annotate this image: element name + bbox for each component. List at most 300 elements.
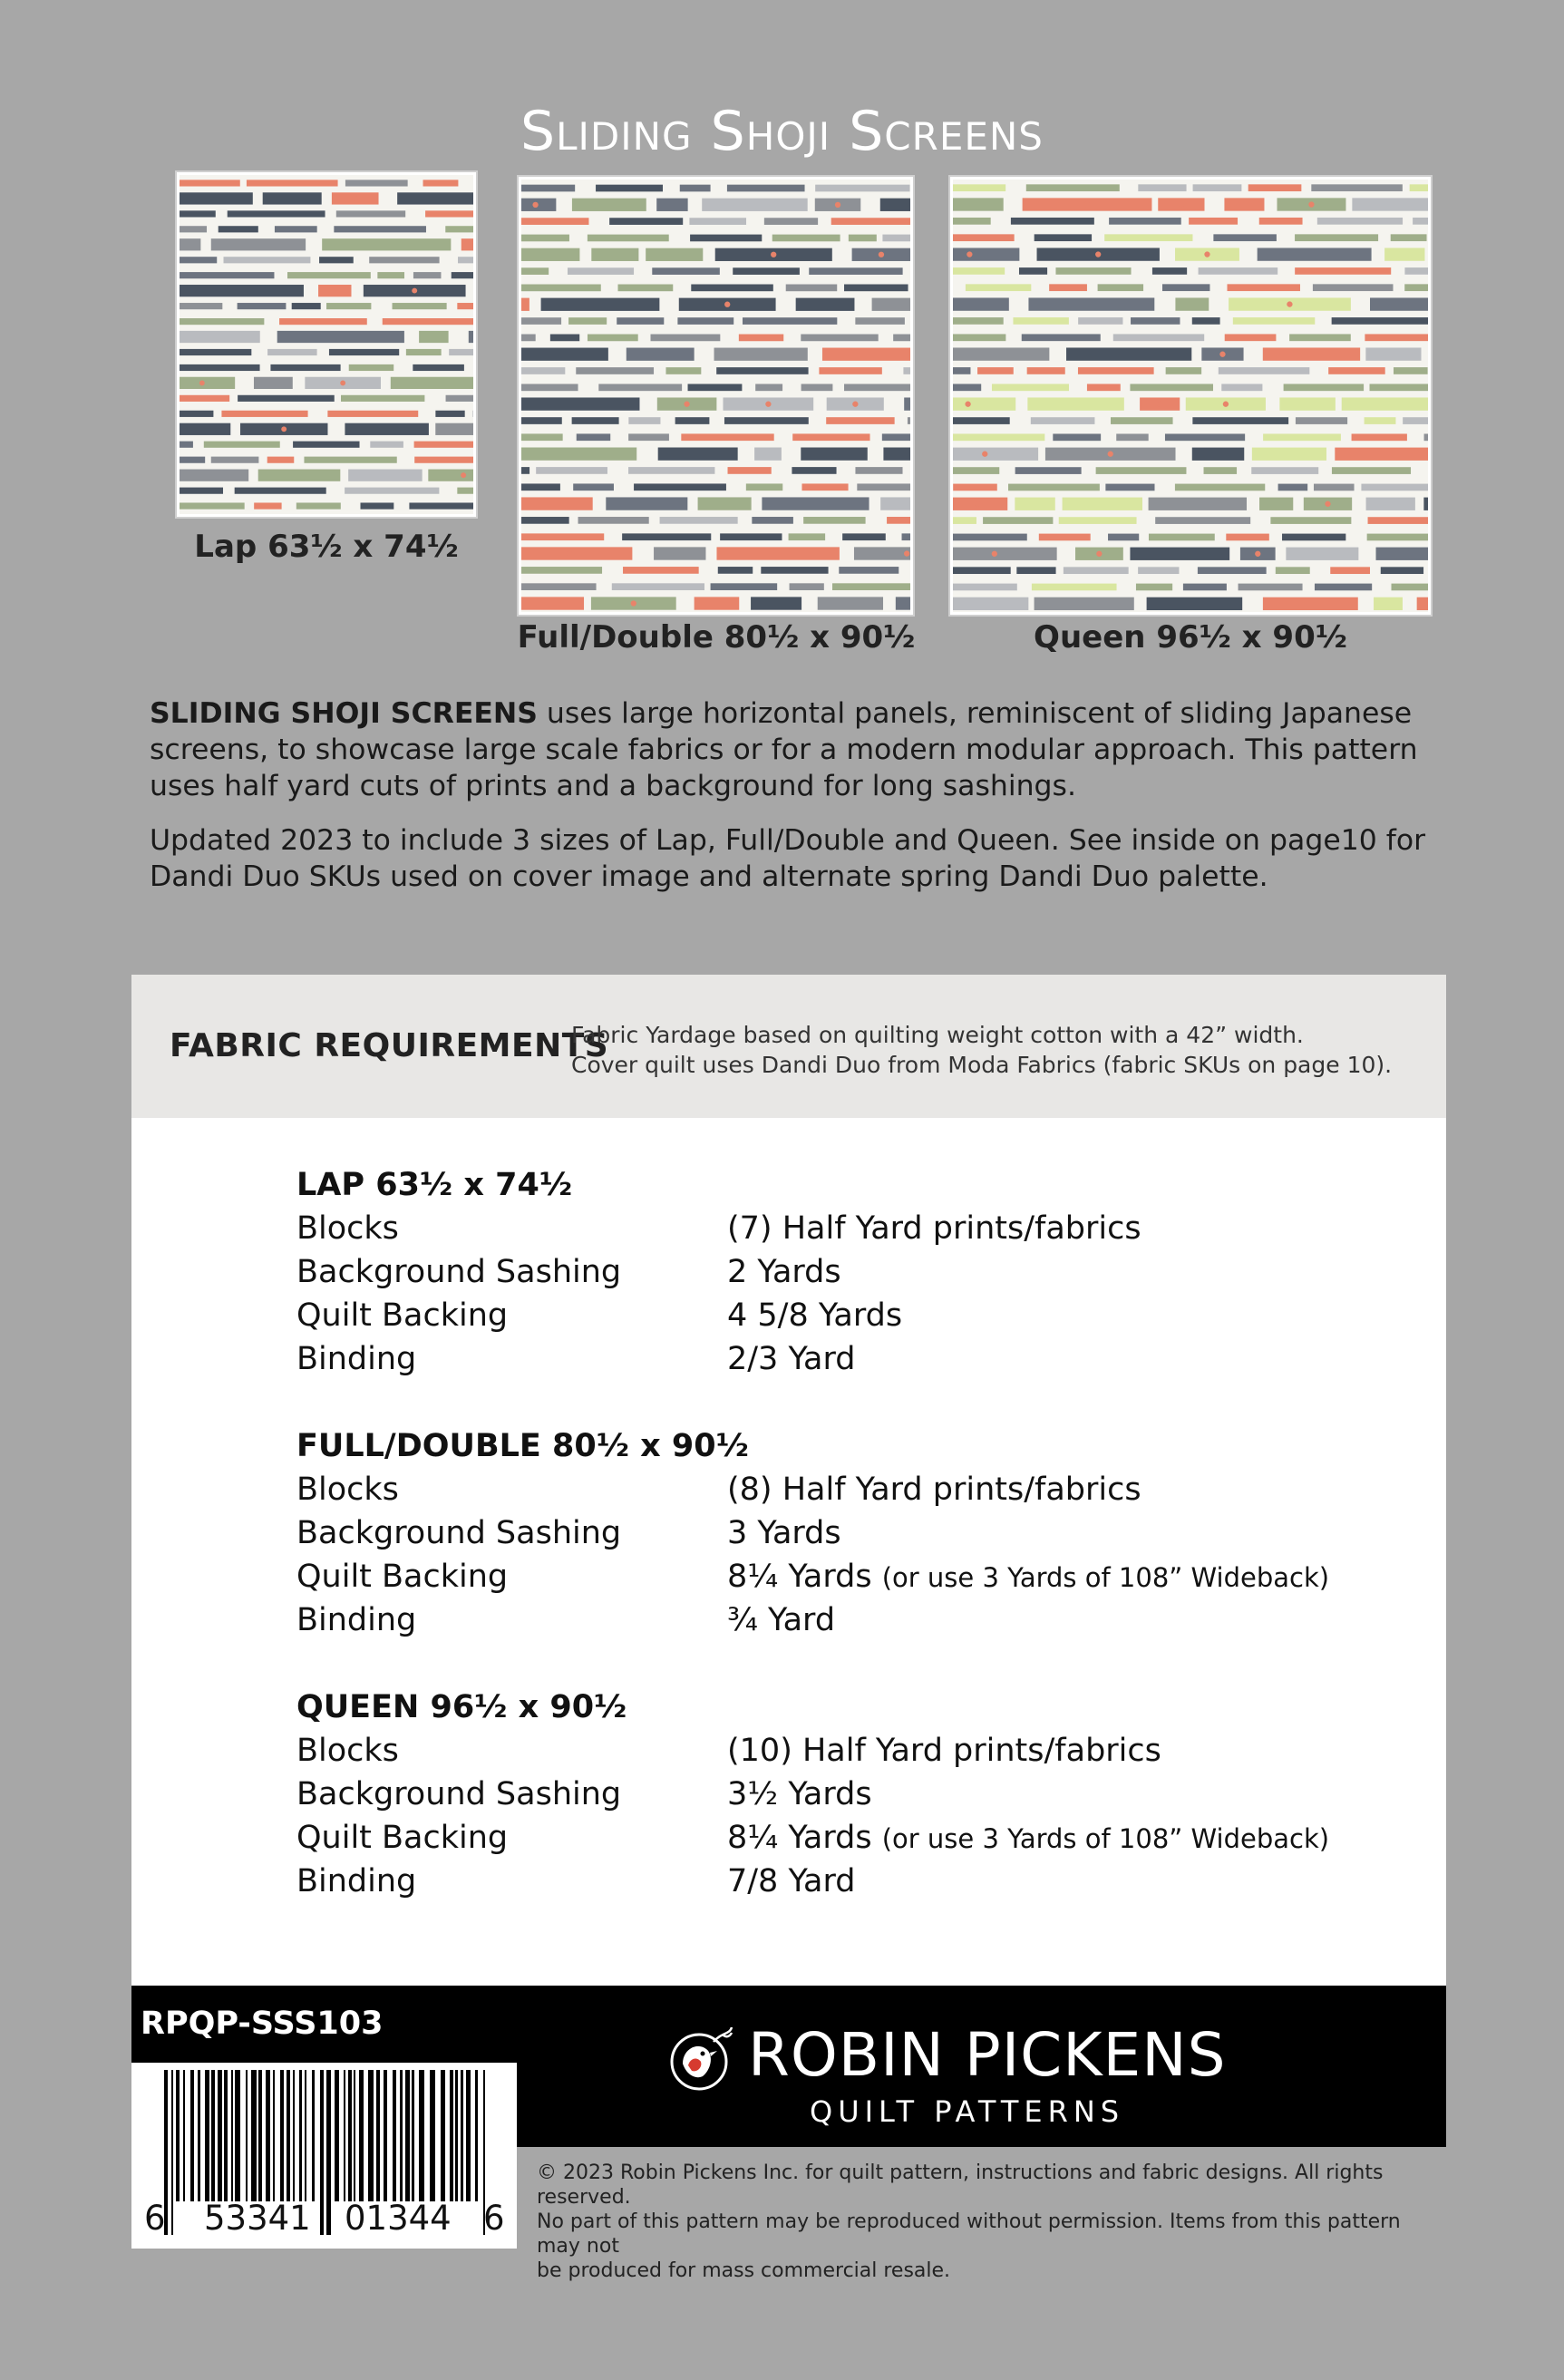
quilt-block	[1233, 317, 1315, 325]
quilt-block	[235, 488, 326, 494]
quilt-block	[618, 285, 674, 292]
quilt-block	[267, 457, 295, 463]
req-item: Binding	[296, 1863, 417, 1899]
quilt-block	[953, 567, 1011, 574]
quilt-block	[180, 285, 304, 296]
quilt-block	[452, 272, 473, 278]
quilt-block	[1189, 218, 1238, 225]
quilt-block	[1059, 517, 1137, 524]
quilt-block	[457, 303, 473, 309]
req-row	[296, 1555, 1384, 1598]
barcode-bar	[258, 2070, 262, 2201]
copyright-text	[537, 2161, 1443, 2283]
quilt-block	[1286, 548, 1358, 560]
quilt-block	[953, 347, 1049, 360]
size-title: FULL/DOUBLE 80½ x 90½	[296, 1428, 749, 1464]
quilt-block	[1028, 297, 1154, 310]
quilt-block	[1130, 548, 1229, 560]
quilt-block	[349, 364, 393, 371]
quilt-block	[622, 533, 711, 540]
quilt-block	[1224, 198, 1264, 210]
quilt-block	[801, 335, 878, 342]
quilt-block	[953, 484, 997, 491]
quilt-block	[688, 384, 743, 391]
quilt-block	[716, 367, 808, 374]
barcode-bar	[393, 2070, 396, 2201]
quilt-block	[819, 367, 881, 374]
quilt-block	[1064, 567, 1129, 574]
quilt-block	[435, 423, 473, 435]
barcode-bar	[348, 2070, 352, 2201]
quilt-block	[743, 317, 837, 325]
quilt-block	[1078, 317, 1122, 325]
barcode-digit-1: 6	[144, 2199, 166, 2238]
quilt-block	[695, 597, 740, 609]
quilt-block	[435, 411, 464, 417]
barcode-bar	[224, 2070, 228, 2201]
quilt-block	[521, 317, 561, 325]
quilt-block	[1026, 184, 1120, 191]
req-amount: (7) Half Yard prints/fabrics	[727, 1210, 1141, 1247]
quilt-flower-motif	[567, 550, 572, 556]
quilt-block	[903, 367, 910, 374]
quilt-block	[1394, 367, 1428, 374]
quilt-block	[953, 448, 1038, 461]
quilt-block	[425, 210, 473, 217]
barcode-bar	[405, 2070, 410, 2201]
sku-code: RPQP-SSS103	[141, 2006, 384, 2042]
quilt-block	[953, 597, 1028, 610]
quilt-block	[1192, 317, 1220, 325]
quilt-block	[1374, 597, 1403, 610]
barcode-bar	[246, 2070, 248, 2201]
quilt-block	[739, 335, 783, 342]
quilt-block	[588, 235, 669, 242]
quilt-block	[1270, 517, 1351, 524]
quilt-flower-motif	[1084, 201, 1090, 207]
quilt-block	[1381, 567, 1423, 574]
quilt-block	[180, 272, 274, 278]
req-extra: (or use 3 Yards of 108” Wideback)	[881, 1562, 1330, 1593]
quilt-block	[521, 448, 636, 461]
quilt-block	[1027, 367, 1065, 374]
quilt-flower-motif	[461, 472, 466, 478]
quilt-block	[1111, 417, 1173, 424]
quilt-block	[1130, 384, 1213, 391]
quilt-block	[568, 317, 607, 325]
barcode-bar	[299, 2070, 302, 2201]
quilt-block	[762, 497, 869, 510]
fabric-requirements-heading: FABRIC REQUIREMENTS	[170, 1027, 609, 1064]
quilt-block	[953, 317, 1004, 325]
quilt-block	[596, 185, 663, 192]
quilt-block	[238, 395, 335, 402]
req-extra: (or use 3 Yards of 108” Wideback)	[881, 1823, 1330, 1854]
intro-paragraph-1	[150, 695, 1455, 804]
quilt-flower-motif	[992, 551, 997, 557]
quilt-block	[1199, 267, 1278, 275]
quilt-block	[1417, 597, 1428, 610]
quilt-block	[992, 384, 1069, 391]
intro-p1-rest: uses large horizontal panels, reminiscent of sliding Japanese screens, to showcase large scale fabrics or for a modern modular approach. This pattern uses half yard cuts of prints and a background for long sashings.	[150, 697, 1418, 802]
quilt-block	[279, 318, 367, 325]
quilt-block	[292, 303, 321, 309]
quilt-block	[180, 377, 235, 389]
barcode-bar	[466, 2070, 471, 2201]
size-group-queen	[296, 1685, 1384, 1903]
req-row	[296, 1860, 1384, 1903]
quilt-block	[796, 298, 855, 311]
quilt-block	[576, 367, 654, 374]
quilt-flower-motif	[1204, 251, 1209, 257]
quilt-block	[393, 303, 447, 309]
quilt-block	[651, 335, 721, 342]
quilt-block	[1147, 597, 1243, 610]
quilt-block	[882, 235, 910, 242]
quilt-block	[628, 467, 714, 474]
barcode-bar	[354, 2070, 355, 2201]
quilt-block	[469, 331, 473, 343]
quilt-block	[221, 411, 307, 417]
quilt-flower-motif	[353, 196, 358, 201]
barcode-bar	[450, 2070, 453, 2201]
barcode-bar	[376, 2070, 380, 2201]
quilt-block	[369, 257, 439, 263]
size-title: LAP 63½ x 74½	[296, 1167, 573, 1203]
barcode-bar	[235, 2070, 240, 2201]
quilt-block	[751, 597, 801, 609]
quilt-block	[893, 335, 910, 342]
quilt-block	[872, 298, 910, 311]
req-item: Quilt Backing	[296, 1297, 509, 1334]
quilt-block	[180, 411, 213, 417]
quilt-block	[180, 395, 229, 402]
quilt-block	[1055, 267, 1131, 275]
req-amount: 4 5/8 Yards	[727, 1297, 903, 1334]
quilt-block	[953, 397, 1015, 410]
quilt-block	[966, 284, 1031, 291]
intro-paragraph-2: Updated 2023 to include 3 sizes of Lap, Full/Double and Queen. See inside on page10 for Dandi Duo SKUs used on cover image and alternate spring Dandi Duo palette.	[150, 824, 1426, 893]
quilt-block	[1352, 433, 1407, 441]
quilt-block	[1376, 548, 1428, 560]
quilt-block	[1248, 184, 1302, 191]
barcode-bar	[419, 2070, 424, 2201]
quilt-block	[536, 467, 607, 474]
quilt-block	[855, 317, 905, 325]
quilt-block	[628, 417, 660, 424]
barcode-bar	[198, 2070, 200, 2201]
quilt-block	[591, 248, 638, 261]
quilt-block	[1368, 517, 1428, 524]
quilt-block	[1136, 584, 1172, 591]
quilt-block	[896, 597, 910, 609]
req-item: Background Sashing	[296, 1776, 622, 1812]
robin-bird-icon	[666, 2024, 739, 2096]
quilt-block	[406, 349, 442, 355]
quilt-block	[361, 502, 394, 509]
quilt-block	[180, 180, 240, 186]
barcode-bar	[266, 2070, 270, 2201]
req-row	[296, 1207, 1384, 1250]
quilt-block	[1165, 433, 1245, 441]
quilt-flower-motif	[965, 402, 970, 407]
req-item: Background Sashing	[296, 1254, 622, 1290]
quilt-block	[180, 238, 200, 250]
quilt-block	[180, 192, 253, 204]
quilt-block	[1365, 417, 1396, 424]
quilt-block	[573, 483, 614, 491]
barcode-bar	[400, 2070, 403, 2201]
req-row	[296, 1511, 1384, 1555]
size-title: QUEEN 96½ x 90½	[296, 1689, 627, 1725]
quilt-block	[180, 442, 193, 448]
barcode-bar	[344, 2070, 345, 2201]
quilt-block	[1066, 347, 1191, 360]
quilt-block	[180, 502, 245, 509]
quilt-block	[1108, 534, 1139, 541]
quilt-block	[180, 226, 207, 232]
quilt-block	[733, 267, 800, 275]
barcode-bar	[368, 2070, 374, 2201]
quilt-block	[1027, 397, 1123, 410]
req-amount: 7/8 Yard	[727, 1863, 856, 1899]
barcode-bar	[190, 2070, 194, 2201]
quilt-block	[1258, 248, 1372, 260]
quilt-block	[287, 272, 371, 278]
quilt-block	[180, 210, 216, 217]
quilt-block	[953, 248, 1019, 260]
quilt-block	[1015, 498, 1054, 510]
quilt-block	[1032, 584, 1117, 591]
quilt-block	[904, 397, 910, 410]
quilt-block	[1384, 248, 1424, 260]
barcode-digits	[131, 2199, 517, 2244]
quilt-block	[1053, 433, 1101, 441]
quilt-block	[689, 218, 746, 225]
quilt-block	[521, 497, 593, 510]
quilt-block	[652, 267, 720, 275]
quilt-block	[716, 547, 839, 559]
quilt-block	[755, 384, 782, 391]
quilt-block	[270, 364, 340, 371]
quilt-block	[1251, 467, 1318, 474]
quilt-block	[521, 567, 602, 574]
quilt-block	[623, 567, 699, 574]
quilt-block	[1031, 417, 1095, 424]
quilt-block	[449, 349, 473, 355]
quilt-block	[1313, 284, 1394, 291]
quilt-block	[1166, 367, 1202, 374]
quilt-block	[322, 238, 451, 250]
req-row	[296, 1816, 1384, 1860]
barcode-bar	[312, 2070, 315, 2201]
quilt-block	[1335, 448, 1428, 461]
quilt-label-lap: Lap 63½ x 74½	[194, 529, 459, 565]
quilt-block	[521, 384, 578, 391]
quilt-flower-motif	[1179, 201, 1184, 207]
quilt-block	[1078, 367, 1154, 374]
quilt-flower-motif	[904, 550, 909, 556]
req-amount: 8¼ Yards	[727, 1559, 872, 1595]
quilt-block	[1424, 433, 1428, 441]
req-amount-wrap	[727, 1555, 1329, 1599]
quilt-flower-motif	[852, 402, 858, 407]
quilt-block	[1104, 234, 1192, 241]
req-item: Quilt Backing	[296, 1559, 509, 1595]
quilt-block	[345, 180, 408, 186]
quilt-block	[1366, 498, 1415, 510]
quilt-block	[822, 348, 910, 361]
quilt-block	[1019, 267, 1047, 275]
quilt-block	[521, 235, 569, 242]
quilt-block	[609, 218, 683, 225]
req-amount: 2 Yards	[727, 1254, 841, 1290]
quilt-block	[521, 483, 560, 491]
quilt-block	[658, 448, 738, 461]
quilt-block	[319, 257, 354, 263]
quilt-block	[953, 234, 1015, 241]
intro-lead: SLIDING SHOJI SCREENS	[150, 697, 538, 730]
quilt-block	[521, 397, 639, 410]
quilt-block	[1259, 498, 1293, 510]
quilt-block	[718, 567, 753, 574]
quilt-block	[677, 317, 733, 325]
quilt-block	[801, 384, 833, 391]
quilt-block	[238, 303, 287, 309]
quilt-block	[792, 433, 869, 441]
quilt-block	[1138, 184, 1186, 191]
quilt-block	[1193, 184, 1242, 191]
quilt-block	[345, 488, 439, 494]
quilt-block	[953, 548, 1057, 560]
quilt-block	[377, 272, 404, 278]
quilt-block	[1035, 234, 1092, 241]
barcode-bar	[251, 2070, 257, 2201]
quilt-block	[1096, 467, 1187, 474]
quilt-block	[854, 547, 910, 559]
quilt-block	[882, 433, 910, 441]
quilt-background	[953, 180, 1427, 612]
quilt-block	[391, 377, 473, 389]
quilt-block	[1330, 567, 1370, 574]
quilt-block	[1314, 484, 1355, 491]
quilt-block	[786, 285, 838, 292]
copyright-line-3: be produced for mass commercial resale.	[537, 2259, 951, 2282]
quilt-flower-motif	[982, 452, 987, 457]
quilt-flower-motif	[1108, 452, 1113, 457]
req-row	[296, 1337, 1384, 1381]
quilt-block	[1219, 367, 1310, 374]
quilt-block	[681, 433, 773, 441]
brand-name: ROBIN PICKENS	[748, 2020, 1227, 2090]
quilt-block	[1221, 384, 1262, 391]
barcode-bar	[231, 2070, 233, 2201]
quilt-block	[521, 517, 569, 524]
quilt-block	[953, 384, 981, 391]
req-amount-wrap	[727, 1816, 1329, 1860]
quilt-block	[254, 502, 281, 509]
quilt-block	[792, 467, 836, 474]
quilt-block	[702, 199, 807, 211]
barcode-digit-3: 01344	[345, 2199, 452, 2238]
quilt-flower-motif	[1325, 501, 1330, 507]
quilt-block	[204, 442, 280, 448]
quilt-block	[180, 257, 217, 263]
quilt-block	[1315, 584, 1372, 591]
quilt-block	[1039, 534, 1091, 541]
quilt-block	[1149, 498, 1247, 510]
quilt-block	[263, 192, 322, 204]
quilt-block	[746, 483, 782, 491]
quilt-block	[588, 335, 638, 342]
quilt-flower-motif	[1255, 551, 1260, 557]
quilt-block	[1263, 347, 1360, 360]
quilt-block	[1296, 417, 1347, 424]
quilt-block	[521, 417, 562, 424]
quilt-block	[1015, 467, 1082, 474]
quilt-block	[803, 517, 865, 524]
quilt-block	[521, 218, 588, 225]
barcode-bar	[273, 2070, 275, 2201]
quilt-block	[572, 417, 619, 424]
quilt-block	[646, 248, 703, 261]
quilt-block	[180, 423, 230, 435]
copyright-line-2: No part of this pattern may be reproduced without permission. Items from this pattern may not	[537, 2210, 1401, 2258]
quilt-block	[953, 267, 1005, 275]
quilt-block	[711, 583, 778, 590]
quilt-block	[839, 567, 899, 574]
quilt-block	[521, 267, 549, 275]
quilt-block	[345, 423, 428, 435]
quilt-block	[1063, 498, 1142, 510]
quilt-block	[1105, 484, 1154, 491]
quilt-block	[831, 218, 910, 225]
quilt-block	[656, 199, 687, 211]
quilt-block	[1013, 317, 1068, 325]
req-item: Background Sashing	[296, 1515, 622, 1551]
barcode-bar	[455, 2070, 458, 2201]
quilt-block	[521, 185, 575, 192]
quilt-block	[953, 467, 999, 474]
req-amount: 3 Yards	[727, 1515, 841, 1551]
quilt-block	[1276, 567, 1310, 574]
req-row	[296, 1468, 1384, 1511]
quilt-block	[724, 417, 809, 424]
quilt-flower-motif	[724, 302, 730, 307]
quilt-block	[953, 584, 1017, 591]
quilt-block	[832, 583, 910, 590]
quilt-block	[887, 517, 910, 524]
quilt-block	[397, 192, 473, 204]
quilt-flower-motif	[1287, 301, 1292, 306]
quilt-flower-motif	[1223, 402, 1229, 407]
quilt-block	[1198, 567, 1267, 574]
quilt-block	[680, 185, 711, 192]
quilt-block	[953, 297, 1009, 310]
barcode-bar	[475, 2070, 478, 2201]
barcode-bar	[293, 2070, 295, 2201]
quilt-block	[1282, 534, 1345, 541]
quilt-block	[801, 448, 867, 461]
quilt-block	[180, 364, 260, 371]
quilt-block	[842, 533, 886, 540]
barcode-bar	[183, 2070, 185, 2201]
quilt-block	[180, 457, 205, 463]
quilt-block	[1149, 534, 1215, 541]
quilt-block	[953, 218, 991, 225]
quilt-block	[908, 417, 910, 424]
quilt-block	[752, 517, 793, 524]
